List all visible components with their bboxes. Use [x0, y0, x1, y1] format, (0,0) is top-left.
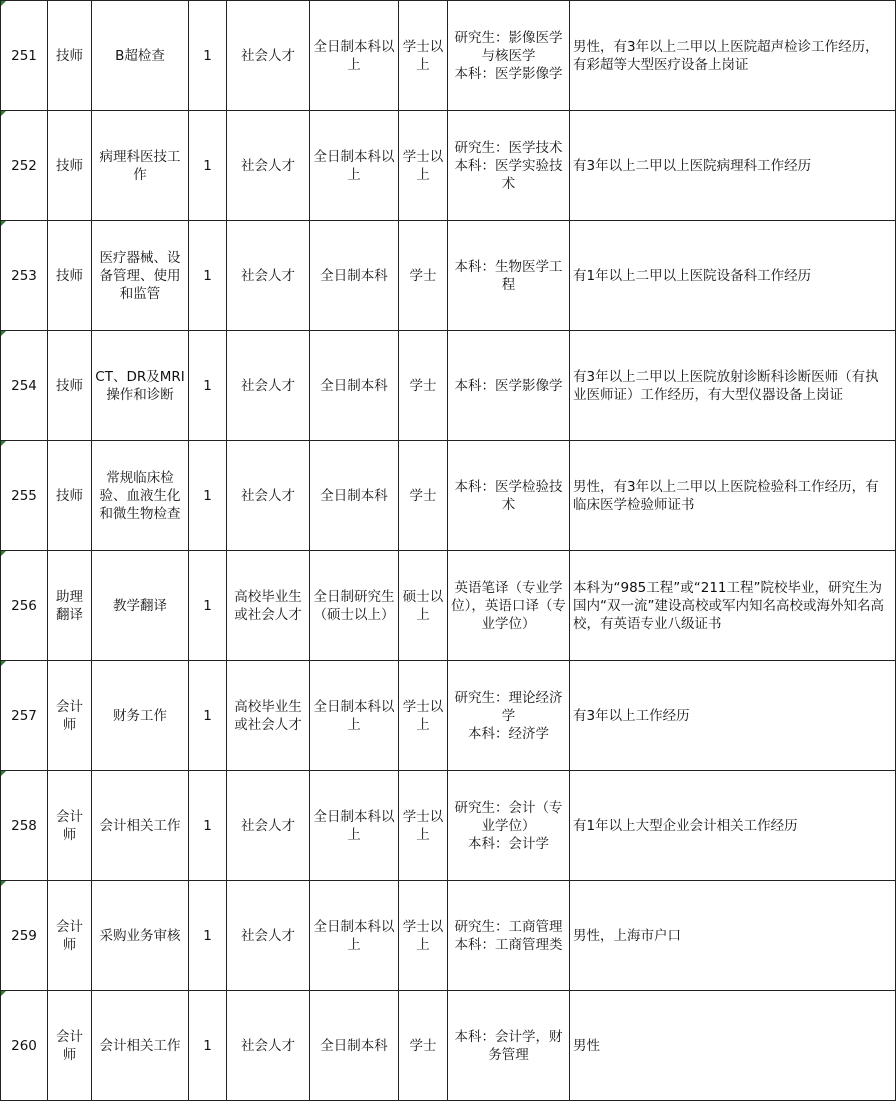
cell-job-title-text: 会计师 [56, 808, 83, 843]
cell-recruit-target [227, 221, 310, 331]
cell-recruit-target-text: 社会人才 [241, 1037, 295, 1054]
cell-recruit-target [227, 771, 310, 881]
cell-corner-marker [1, 331, 6, 336]
cell-recruit-target-text: 高校毕业生或社会人才 [234, 588, 302, 623]
cell-hiring-count [189, 991, 227, 1101]
cell-hiring-count [189, 331, 227, 441]
cell-education [310, 771, 399, 881]
cell-position-number [1, 661, 48, 771]
cell-degree [399, 441, 448, 551]
cell-position-name-text: 财务工作 [113, 707, 167, 724]
cell-job-title [48, 111, 92, 221]
cell-major [448, 881, 570, 991]
cell-recruit-target-text: 高校毕业生或社会人才 [234, 698, 302, 733]
table-row [1, 111, 896, 221]
cell-position-name [92, 771, 189, 881]
cell-position-name [92, 881, 189, 991]
cell-major-text: 本科：生物医学工程 [454, 258, 563, 293]
cell-position-name-text: 医疗器械、设备管理、使用和监管 [99, 249, 181, 302]
cell-job-title [48, 1, 92, 111]
cell-major [448, 771, 570, 881]
table-row [1, 331, 896, 441]
cell-position-number-text: 251 [11, 47, 37, 64]
cell-job-title-text: 技师 [56, 377, 83, 394]
cell-education [310, 991, 399, 1101]
cell-requirement [570, 991, 896, 1101]
cell-corner-marker [1, 771, 6, 776]
cell-education [310, 331, 399, 441]
cell-job-title-text: 技师 [56, 47, 83, 64]
cell-major [448, 331, 570, 441]
cell-position-number-text: 256 [11, 597, 37, 614]
cell-position-number [1, 1, 48, 111]
cell-hiring-count [189, 221, 227, 331]
cell-job-title [48, 441, 92, 551]
cell-hiring-count-text: 1 [203, 707, 212, 724]
cell-job-title-text: 技师 [56, 487, 83, 504]
cell-degree [399, 111, 448, 221]
table-row [1, 221, 896, 331]
cell-major [448, 221, 570, 331]
cell-job-title [48, 221, 92, 331]
cell-degree-text: 学士 [409, 1037, 437, 1054]
table-row [1, 991, 896, 1101]
cell-education-text: 全日制本科以上 [313, 808, 395, 843]
cell-education [310, 111, 399, 221]
cell-education-text: 全日制本科 [320, 267, 388, 284]
cell-education-text: 全日制本科 [320, 487, 388, 504]
cell-job-title [48, 991, 92, 1101]
cell-recruit-target [227, 881, 310, 991]
cell-job-title-text: 助理翻译 [56, 588, 83, 623]
cell-degree-text: 学士 [409, 377, 437, 394]
cell-hiring-count [189, 111, 227, 221]
cell-position-name-text: 采购业务审核 [99, 927, 181, 944]
cell-major [448, 441, 570, 551]
cell-major [448, 111, 570, 221]
cell-hiring-count [189, 551, 227, 661]
table-row [1, 1, 896, 111]
cell-requirement [570, 441, 896, 551]
cell-education [310, 551, 399, 661]
cell-hiring-count-text: 1 [203, 1037, 212, 1054]
cell-degree-text: 学士以上 [402, 808, 444, 843]
cell-position-name [92, 441, 189, 551]
cell-major [448, 1, 570, 111]
cell-position-number [1, 991, 48, 1101]
cell-requirement-text: 有3年以上二甲以上医院放射诊断科诊断医师（有执业医师证）工作经历，有大型仪器设备上岗证 [573, 368, 879, 403]
cell-requirement-text: 男性，有3年以上二甲以上医院检验科工作经历，有临床医学检验师证书 [573, 478, 879, 513]
cell-degree [399, 881, 448, 991]
cell-hiring-count-text: 1 [203, 927, 212, 944]
cell-recruit-target-text: 社会人才 [241, 927, 295, 944]
cell-job-title-text: 会计师 [56, 698, 83, 733]
cell-education [310, 1, 399, 111]
cell-major-text: 研究生：会计（专业学位） 本科：会计学 [454, 799, 563, 852]
cell-job-title [48, 551, 92, 661]
cell-education-text: 全日制本科 [320, 1037, 388, 1054]
cell-recruit-target [227, 441, 310, 551]
cell-requirement-text: 男性，有3年以上二甲以上医院超声检诊工作经历，有彩超等大型医疗设备上岗证 [573, 38, 879, 73]
cell-degree [399, 661, 448, 771]
cell-education-text: 全日制本科以上 [313, 148, 395, 183]
cell-education-text: 全日制本科以上 [313, 38, 395, 73]
cell-position-number-text: 258 [11, 817, 37, 834]
cell-job-title [48, 331, 92, 441]
cell-requirement-text: 有3年以上二甲以上医院病理科工作经历 [573, 157, 812, 174]
cell-degree-text: 学士以上 [402, 148, 444, 183]
cell-corner-marker [1, 991, 6, 996]
cell-hiring-count-text: 1 [203, 47, 212, 64]
table-row [1, 551, 896, 661]
cell-degree [399, 551, 448, 661]
cell-requirement [570, 331, 896, 441]
table-row [1, 661, 896, 771]
cell-hiring-count [189, 441, 227, 551]
cell-position-number-text: 257 [11, 707, 37, 724]
cell-degree-text: 学士 [409, 267, 437, 284]
cell-degree [399, 1, 448, 111]
cell-education-text: 全日制研究生（硕士以上） [313, 588, 395, 623]
cell-education [310, 881, 399, 991]
cell-hiring-count-text: 1 [203, 597, 212, 614]
cell-position-name [92, 1, 189, 111]
cell-hiring-count-text: 1 [203, 157, 212, 174]
cell-major-text: 研究生：理论经济学 本科：经济学 [454, 689, 563, 742]
cell-position-name [92, 551, 189, 661]
cell-position-number [1, 441, 48, 551]
cell-major [448, 551, 570, 661]
cell-major-text: 研究生：医学技术 本科：医学实验技术 [454, 139, 563, 192]
table-row [1, 441, 896, 551]
cell-hiring-count-text: 1 [203, 377, 212, 394]
table-body [1, 1, 896, 1101]
cell-requirement [570, 1, 896, 111]
cell-hiring-count-text: 1 [203, 817, 212, 834]
cell-requirement-text: 有3年以上工作经历 [573, 707, 690, 724]
cell-major-text: 研究生：影像医学与核医学 本科：医学影像学 [454, 29, 563, 82]
cell-recruit-target [227, 111, 310, 221]
cell-job-title [48, 771, 92, 881]
cell-recruit-target [227, 661, 310, 771]
cell-major [448, 661, 570, 771]
cell-major-text: 本科：医学检验技术 [454, 478, 563, 513]
table-row [1, 881, 896, 991]
cell-recruit-target [227, 331, 310, 441]
cell-job-title [48, 881, 92, 991]
cell-hiring-count [189, 881, 227, 991]
cell-recruit-target-text: 社会人才 [241, 47, 295, 64]
cell-position-number-text: 255 [11, 487, 37, 504]
cell-hiring-count [189, 1, 227, 111]
cell-position-name-text: CT、DR及MRI操作和诊断 [95, 368, 185, 403]
cell-position-name-text: 常规临床检验、血液生化和微生物检查 [99, 469, 181, 522]
cell-degree [399, 331, 448, 441]
cell-education-text: 全日制本科以上 [313, 918, 395, 953]
cell-education [310, 441, 399, 551]
cell-corner-marker [1, 881, 6, 886]
cell-recruit-target-text: 社会人才 [241, 377, 295, 394]
cell-hiring-count [189, 771, 227, 881]
cell-education-text: 全日制本科 [320, 377, 388, 394]
cell-recruit-target-text: 社会人才 [241, 267, 295, 284]
cell-education [310, 221, 399, 331]
cell-position-name [92, 331, 189, 441]
cell-recruit-target [227, 1, 310, 111]
cell-position-number-text: 253 [11, 267, 37, 284]
cell-position-number [1, 111, 48, 221]
cell-recruit-target [227, 991, 310, 1101]
cell-job-title-text: 会计师 [56, 918, 83, 953]
cell-requirement [570, 661, 896, 771]
cell-requirement-text: 有1年以上二甲以上医院设备科工作经历 [573, 267, 812, 284]
cell-hiring-count-text: 1 [203, 487, 212, 504]
cell-requirement [570, 221, 896, 331]
cell-corner-marker [1, 551, 6, 556]
cell-degree [399, 991, 448, 1101]
cell-hiring-count [189, 661, 227, 771]
cell-position-name [92, 991, 189, 1101]
cell-corner-marker [1, 661, 6, 666]
cell-corner-marker [1, 111, 6, 116]
cell-position-name-text: 病理科医技工作 [99, 148, 181, 183]
cell-position-number [1, 551, 48, 661]
cell-degree-text: 学士以上 [402, 698, 444, 733]
cell-requirement-text: 本科为“985工程”或“211工程”院校毕业，研究生为国内“双一流”建设高校或军内知名高校或海外知名高校，有英语专业八级证书 [573, 579, 884, 632]
cell-major [448, 991, 570, 1101]
cell-position-name [92, 661, 189, 771]
cell-position-number-text: 254 [11, 377, 37, 394]
cell-job-title-text: 会计师 [56, 1028, 83, 1063]
cell-requirement [570, 771, 896, 881]
cell-position-number-text: 259 [11, 927, 37, 944]
cell-recruit-target-text: 社会人才 [241, 817, 295, 834]
cell-major-text: 本科：医学影像学 [454, 377, 563, 394]
cell-position-name-text: 会计相关工作 [99, 1037, 181, 1054]
cell-position-number [1, 221, 48, 331]
cell-education-text: 全日制本科以上 [313, 698, 395, 733]
cell-recruit-target [227, 551, 310, 661]
cell-position-number-text: 252 [11, 157, 37, 174]
cell-corner-marker [1, 441, 6, 446]
cell-major-text: 研究生：工商管理 本科：工商管理类 [454, 918, 563, 953]
cell-education [310, 661, 399, 771]
cell-corner-marker [1, 1, 6, 6]
cell-position-name [92, 221, 189, 331]
cell-degree [399, 771, 448, 881]
cell-requirement-text: 男性，上海市户口 [573, 927, 681, 944]
cell-requirement-text: 有1年以上大型企业会计相关工作经历 [573, 817, 798, 834]
cell-corner-marker [1, 221, 6, 226]
cell-position-name-text: 会计相关工作 [99, 817, 181, 834]
cell-requirement [570, 551, 896, 661]
cell-recruit-target-text: 社会人才 [241, 487, 295, 504]
cell-recruit-target-text: 社会人才 [241, 157, 295, 174]
cell-position-number [1, 331, 48, 441]
cell-degree-text: 学士以上 [402, 918, 444, 953]
cell-position-name-text: 教学翻译 [113, 597, 167, 614]
cell-position-number [1, 771, 48, 881]
cell-job-title [48, 661, 92, 771]
cell-job-title-text: 技师 [56, 267, 83, 284]
cell-degree [399, 221, 448, 331]
cell-requirement [570, 881, 896, 991]
cell-requirement [570, 111, 896, 221]
table-row [1, 771, 896, 881]
cell-position-name [92, 111, 189, 221]
cell-major-text: 英语笔译（专业学位），英语口译（专业学位） [451, 579, 566, 632]
cell-major-text: 本科：会计学，财务管理 [454, 1028, 563, 1063]
cell-requirement-text: 男性 [573, 1037, 600, 1054]
cell-degree-text: 学士 [409, 487, 437, 504]
cell-position-number [1, 881, 48, 991]
cell-position-number-text: 260 [11, 1037, 37, 1054]
cell-degree-text: 硕士以上 [402, 588, 444, 623]
cell-degree-text: 学士以上 [402, 38, 444, 73]
cell-hiring-count-text: 1 [203, 267, 212, 284]
cell-position-name-text: B超检查 [115, 47, 165, 64]
cell-job-title-text: 技师 [56, 157, 83, 174]
